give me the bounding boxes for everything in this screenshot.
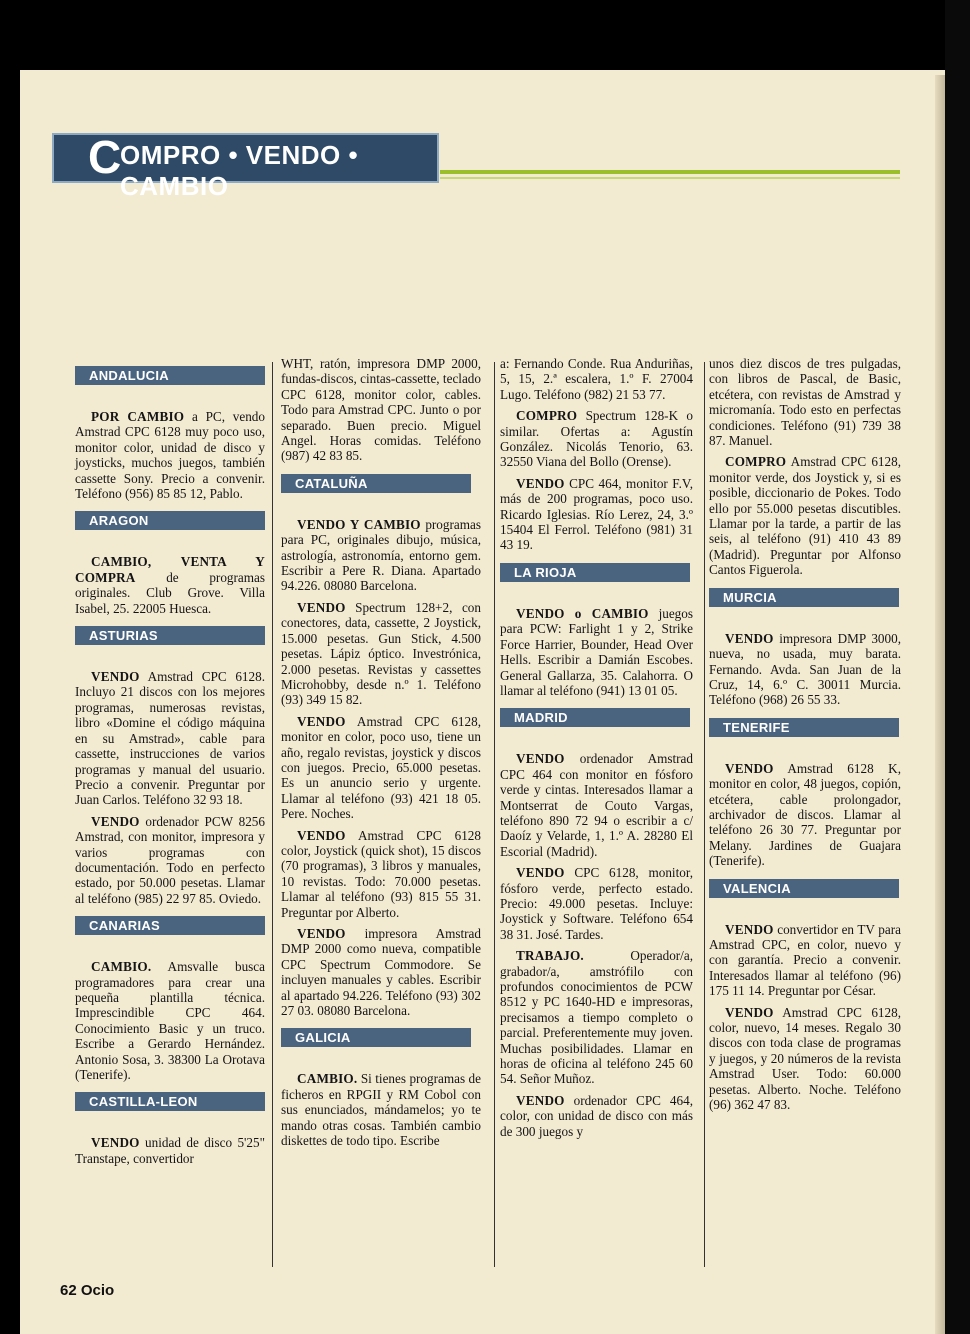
classified-ad [281, 926, 481, 1018]
region-heading: CASTILLA-LEON [75, 1092, 265, 1111]
ad-text: Amstrad CPC 6128. Incluyo 21 discos con los mejores programas, numerosas revistas, libro «Domine el código máquina en su Amstrad», cable para cassette, instrucciones de varios programas y manual del usuario. Precio a convenir. Preguntar por Juan Carlos. Teléfono 32 93 18. [75, 669, 265, 808]
ad-lead: VENDO [297, 713, 346, 729]
column-divider [494, 362, 495, 1267]
classified-ad [75, 409, 265, 501]
classified-ad [709, 922, 901, 999]
ad-lead: CAMBIO. [91, 959, 152, 975]
ad-text: impresora DMP 3000, nueva, no usada, muy barata. Fernando. Avda. San Juan de la Cruz, 14, 6.º C. 30011 Murcia. Teléfono (968) 26 55 33. [709, 630, 901, 708]
region-heading: CANARIAS [75, 916, 265, 935]
region-heading: MADRID [500, 708, 690, 727]
ad-lead: VENDO [516, 751, 565, 767]
ad-text: Amstrad 6128 K, monitor en color, 48 juegos, copión, etcétera, cable prolongador, archivador de discos. Llamar al teléfono 26 30 77. Preguntar por Melany. Jardines de Guajara (Tenerife). [709, 760, 901, 869]
ad-lead: VENDO Y CAMBIO [297, 516, 421, 532]
ad-lead: VENDO [725, 760, 774, 776]
classified-ad [281, 828, 481, 920]
classified-ad [500, 865, 693, 942]
ad-text: ordenador Amstrad CPC 464 con monitor en fósforo verde y cintas. Interesados llamar a Montserrat de Couto Vargas, teléfono 890 72 94 o escribir a c/ Daoíz y Velarde, 1, 1.º A. 28280 El Escorial (Madrid). [500, 751, 693, 859]
ad-text: Amstrad CPC 6128, color, nuevo, 14 meses. Regalo 30 discos con toda clase de programas y juegos, y 20 números de la revista Amstrad User. Todo: 60.000 pesetas. Alberto. Noche. Teléfono (96) 362 47 83. [709, 1004, 901, 1113]
ad-lead: CAMBIO, VENTA Y COMPRA [75, 554, 265, 585]
classified-ad [709, 631, 901, 708]
region-heading: TENERIFE [709, 718, 899, 737]
column-3 [500, 356, 693, 1145]
column-divider [272, 362, 273, 1267]
ad-continuation [709, 356, 901, 448]
ad-text: unos diez discos de tres pulgadas, con libros de Pascal, de Basic, etcétera, con revistas de Amstrad y micromanía. Todo esto en perfectas condiciones. Teléfono (91) 739 38 87. Manuel. [709, 356, 901, 449]
ad-text: programas para PC, originales dibujo, música, astrología, astronomía, entorno gem. Escribir a Pere R. Diana. Apartado 94.226. 08080 Barcelona. [281, 516, 481, 594]
header-rule-thin [440, 177, 900, 179]
region-heading: ANDALUCIA [75, 366, 265, 385]
ad-lead: TRABAJO. [516, 948, 584, 964]
ad-lead: COMPRO [516, 408, 578, 424]
region-heading: MURCIA [709, 588, 899, 607]
classified-ad [500, 606, 693, 698]
column-4 [709, 356, 901, 1118]
region-heading: GALICIA [281, 1028, 471, 1047]
classified-ad [500, 408, 693, 470]
ad-lead: VENDO [516, 865, 565, 881]
classified-ad [281, 517, 481, 594]
ad-text: convertidor en TV para Amstrad CPC, en color, nuevo y con garantía. Precio a convenir. Interesados llamar al teléfono (96) 175 11 14. Preguntar por César. [709, 921, 901, 999]
ad-lead: VENDO [91, 1135, 140, 1151]
region-heading: VALENCIA [709, 879, 899, 898]
ad-text: Amstrad CPC 6128, monitor en color, poco uso, tiene un año, regalo revistas, joystick y discos con juegos. Precio, 65.000 pesetas. Es un anuncio serio y urgente. Llamar al teléfono (93) 421 18 05. Pere. Noches. [281, 713, 481, 822]
classified-ad [75, 1135, 265, 1166]
ad-text: Amsvalle busca programadores para crear una pequeña plantilla técnica. Imprescindible CPC 464. Conocimiento Basic y un truco. Escribe a Gerardo Hernández. Antonio Sosa, 3. 38300 La Orotava (Tenerife). [75, 959, 265, 1082]
ad-lead: VENDO [516, 475, 565, 491]
ad-lead: VENDO [725, 1004, 774, 1020]
ad-text: ordenador CPC 464, color, con unidad de disco con más de 300 juegos y [500, 1092, 693, 1139]
ad-continuation [281, 356, 481, 464]
classified-ad [281, 600, 481, 708]
ad-text: unidad de disco 5'25" Transtape, convertidor [75, 1135, 265, 1166]
ad-lead: VENDO [91, 669, 140, 685]
region-heading: ASTURIAS [75, 626, 265, 645]
region-heading: LA RIOJA [500, 563, 690, 582]
header-initial: C [88, 131, 122, 183]
ad-text: CPC 6128, monitor, fósforo verde, perfecto estado. Precio: 49.000 pesetas. Incluye: Joystick y Software. Teléfono 654 38 31. José. Tardes. [500, 865, 693, 942]
ad-text: impresora Amstrad DMP 2000 como nueva, compatible CPC Spectrum Commodore. Se incluyen manuales y cables. Escribir al apartado 94.226. Teléfono (93) 302 27 03. 08080 Barcelona. [281, 926, 481, 1019]
region-heading: CATALUÑA [281, 474, 471, 493]
ad-lead: VENDO [91, 813, 140, 829]
ad-text: Si tienes programas de ficheros en RPGII y RM Cobol con sus enunciados, mándamelos; yo te mando otras cosas. También cambio diskettes de todo tipo. Escribe [281, 1071, 481, 1149]
ad-lead: VENDO [725, 921, 774, 937]
ad-lead: VENDO o CAMBIO [516, 605, 649, 621]
ad-lead: CAMBIO. [297, 1071, 358, 1087]
ad-text: de programas originales. Club Grove. Villa Isabel, 25. 22005 Huesca. [75, 569, 265, 616]
classified-ad [500, 751, 693, 859]
ad-text: Spectrum 128-K o similar. Ofertas a: Agustín González. Nicolás Tenorio, 63. 32550 Viana del Bollo (Orense). [500, 408, 693, 470]
ad-text: ordenador PCW 8256 Amstrad, con monitor, impresora y varios programas con documentación. Todo en perfecto estado, por 50.000 pesetas. Llamar al teléfono (985) 22 97 85. Oviedo. [75, 813, 265, 906]
classified-ad [709, 1005, 901, 1113]
classified-ad [75, 554, 265, 616]
page-footer: 62 Ocio [60, 1282, 115, 1299]
ad-lead: VENDO [297, 599, 346, 615]
classified-ad [500, 476, 693, 553]
ad-lead: VENDO [725, 630, 774, 646]
ad-text: juegos para PCW: Farlight 1 y 2, Strike Force Harrier, Bounder, Head Over Hells. Escribir a Damián Escobes. General Gallarza, 35. Calahorra. O llamar al teléfono (941) 13 01 05. [500, 605, 693, 698]
ad-lead: VENDO [297, 827, 346, 843]
classified-ad [500, 1093, 693, 1139]
ad-text: Amstrad CPC 6128 color, Joystick (quick shot), 15 discos (70 programas), 3 libros y manuales, 10 revistas. Todo: 70.000 pesetas. Llamar al teléfono (93) 815 55 31. Preguntar por Alberto. [281, 827, 481, 920]
classified-ad [500, 948, 693, 1087]
ad-text: a: Fernando Conde. Rua Anduriñas, 5, 15, 2.ª escalera, 1.º F. 27004 Lugo. Teléfono (982) 21 53 77. [500, 356, 693, 402]
ad-lead: VENDO [297, 926, 346, 941]
classified-ad [75, 669, 265, 808]
region-heading: ARAGON [75, 511, 265, 530]
classified-ad [75, 814, 265, 906]
header-title: OMPRO • VENDO • CAMBIO [120, 140, 359, 201]
ad-text: Operador/a, grabador/a, amstrófilo con profundos conocimientos de PCW 8512 y PC 1640-HD e impresoras, precisamos a tiempo completo o parcial. Preferentemente muy joven. Muchas posibilidades. Llamar en horas de oficina al teléfono 245 60 54. Señor Muñoz. [500, 948, 693, 1087]
ad-lead: VENDO [516, 1092, 565, 1108]
ad-continuation [500, 356, 693, 402]
column-2 [281, 356, 481, 1154]
column-1 [75, 356, 265, 1172]
ad-text: WHT, ratón, impresora DMP 2000, fundas-discos, cintas-cassette, teclado CPC 6128, monitor color, cables. Todo para Amstrad CPC. Junto o por separado. Buen precio. Miguel Angel. Horas comidas. Teléfono (987) 42 83 85. [281, 356, 481, 464]
ad-text: CPC 464, monitor F.V, más de 200 programas, poco uso. Ricardo Iglesias. Río Lerez, 24, 3.º 15404 El Ferrol. Teléfono (981) 31 43 19. [500, 475, 693, 553]
ad-text: Amstrad CPC 6128, monitor verde, dos Joystick y, si es posible, diccionario de Pokes. Todo ello por 55.000 pesetas discutibles. Llamar por la tarde, a partir de las seis, al teléfono (91) 410 43 89 (Madrid). Preguntar por Alfonso Cantos Figuerola. [709, 454, 901, 578]
scan-border [945, 0, 970, 1334]
classified-ad [281, 714, 481, 822]
ad-lead: COMPRO [725, 454, 787, 470]
ad-text: Spectrum 128+2, con conectores, data, cassette, 2 Joystick, 15.000 pesetas. Gun Stick, 4.500 pesetas. Lápiz óptico. Investrónica, 2.000 pesetas. Revistas y cassettes Microhobby, desde n.º 1. Teléfono (93) 349 15 82. [281, 599, 481, 708]
classified-ad [75, 959, 265, 1082]
section-header [52, 131, 439, 201]
header-rule [440, 170, 900, 174]
classified-ad [281, 1071, 481, 1148]
column-divider [704, 362, 705, 1267]
classified-ad [709, 454, 901, 577]
ad-lead: POR CAMBIO [91, 409, 185, 424]
classified-ad [709, 761, 901, 869]
ad-text: a PC, vendo Amstrad CPC 6128 muy poco uso, monitor color, unidad de disco y joysticks, muchos juegos, también cassette Sony. Precio a convenir. Teléfono (956) 85 85 12, Pablo. [75, 409, 265, 502]
